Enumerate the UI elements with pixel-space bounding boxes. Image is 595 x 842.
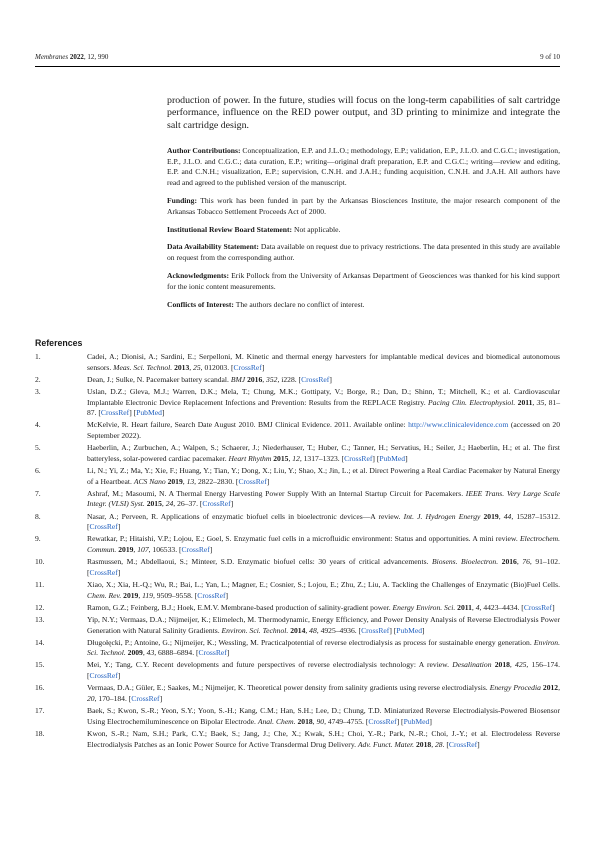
reference-text: ACS Nano: [133, 476, 166, 486]
reference-text: Ramon, G.Z.; Feinberg, B.J.; Hoek, E.M.V. Membrane-based production of salinity-gradient power.: [87, 602, 393, 612]
reference-item: [35, 580, 560, 601]
reference-text: 44: [503, 511, 512, 521]
reference-text: 2011: [457, 602, 472, 612]
crossref-link[interactable]: CrossRef: [361, 625, 390, 635]
reference-text: Anal. Chem.: [257, 716, 296, 726]
reference-text: , 6888–6894. [: [154, 648, 199, 658]
pubmed-link[interactable]: PubMed: [396, 625, 423, 635]
reference-text: ]: [552, 602, 555, 612]
reference-text: 2013: [174, 362, 190, 372]
reference-text: Rewatkar, P.; Hitaishi, V.P.; Lojou, E.; Goel, S. Enzymatic fuel cells in a microfluidic environment: Status and opportunities. A mini review.: [87, 534, 520, 544]
reference-item: [35, 557, 560, 578]
reference-text: , 81–87. [: [87, 397, 560, 418]
reference-text: 35: [536, 397, 545, 407]
reference-text: Int. J. Hydrogen Energy: [403, 511, 481, 521]
reference-text: ]: [209, 545, 213, 555]
statement-label: Institutional Review Board Statement:: [167, 224, 293, 234]
reference-text: 2016: [501, 557, 517, 567]
reference-text: ]: [117, 522, 121, 532]
reference-text: 48: [309, 625, 317, 635]
reference-text: ]: [225, 590, 229, 600]
statement-text: The authors declare no conflict of interest.: [233, 299, 365, 309]
crossref-link[interactable]: CrossRef: [100, 408, 130, 418]
journal-volume: , 12, 990: [83, 53, 109, 61]
reference-text: Rasmussen, M.; Abdellaoui, S.; Minteer, S.D. Enzymatic biofuel cells: 30 years of critical advancements.: [87, 557, 432, 567]
reference-text: 2016: [247, 374, 263, 384]
reference-number: 12.: [35, 602, 45, 612]
reference-text: 28: [434, 739, 443, 749]
crossref-link[interactable]: CrossRef: [238, 476, 267, 486]
reference-text: IEEE Trans. Very Large Scale Integr. (VLSI) Syst.: [87, 488, 560, 509]
reference-item: [35, 512, 560, 533]
crossref-link[interactable]: CrossRef: [523, 602, 553, 612]
reference-number: 7.: [35, 488, 41, 498]
pubmed-link[interactable]: PubMed: [379, 453, 406, 463]
reference-text: Environ. Sci. Technol.: [221, 625, 289, 635]
reference-number: 5.: [35, 443, 41, 453]
reference-text: ]: [329, 374, 332, 384]
running-header: [35, 53, 560, 65]
reference-text: 12: [292, 453, 300, 463]
reference-item: [35, 466, 560, 487]
url-link[interactable]: http://www.clinicalevidence.com: [408, 420, 509, 430]
crossref-link[interactable]: CrossRef: [448, 739, 478, 749]
journal-citation: [35, 53, 108, 61]
reference-text: 2011: [517, 397, 533, 407]
journal-year: 2022: [69, 53, 84, 61]
reference-text: ,: [262, 374, 267, 384]
reference-text: , 4423–4434. [: [479, 602, 524, 612]
reference-text: ]: [429, 716, 432, 726]
reference-text: , 26–37. [: [173, 499, 203, 509]
reference-text: ] [: [372, 453, 380, 463]
reference-text: , 91–102. [: [87, 557, 560, 577]
reference-text: BMJ: [230, 374, 246, 384]
statement-label: Author Contributions:: [167, 145, 241, 155]
reference-text: 2012: [542, 683, 559, 693]
reference-item: [35, 729, 560, 750]
reference-text: , 2822–2830. [: [194, 476, 239, 486]
reference-text: Meas. Sci. Technol.: [113, 362, 173, 372]
reference-number: 11.: [35, 579, 45, 589]
main-body: [167, 95, 560, 317]
reference-text: ,: [133, 545, 138, 555]
reference-number: 3.: [35, 386, 41, 396]
references-heading: References: [35, 338, 83, 348]
crossref-link[interactable]: CrossRef: [89, 522, 118, 532]
statement-label: Funding:: [167, 196, 197, 206]
reference-text: ]: [117, 567, 121, 577]
reference-text: 90: [316, 716, 325, 726]
reference-number: 15.: [35, 660, 45, 670]
reference-text: ] [: [389, 625, 397, 635]
reference-text: , i228. [: [277, 374, 302, 384]
page-number: 9 of 10: [540, 53, 560, 61]
reference-number: 6.: [35, 465, 41, 475]
reference-text: , 012003. [: [200, 362, 234, 372]
reference-text: Energy Procedia: [489, 683, 541, 693]
reference-number: 10.: [35, 557, 45, 567]
reference-text: ,: [305, 625, 310, 635]
reference-text: 107: [137, 545, 149, 555]
reference-text: ,: [161, 499, 166, 509]
reference-text: 2015: [273, 453, 289, 463]
reference-text: 2018: [416, 739, 432, 749]
reference-text: , 4925–4936. [: [316, 625, 362, 635]
reference-text: ,: [189, 362, 194, 372]
reference-text: 2015: [146, 499, 162, 509]
reference-text: 13: [186, 476, 195, 486]
reference-item: [35, 489, 560, 510]
statement-label: Conflicts of Interest:: [167, 299, 234, 309]
reference-text: 2019: [167, 476, 183, 486]
reference-text: 76: [522, 557, 530, 567]
reference-number: 16.: [35, 683, 45, 693]
reference-text: ]: [405, 453, 408, 463]
back-matter-statement: [167, 146, 560, 189]
back-matter-statement: [167, 271, 560, 293]
reference-text: Chem. Rev.: [87, 590, 122, 600]
reference-text: , 156–174. [: [87, 660, 561, 681]
reference-text: 2009: [127, 648, 143, 658]
reference-text: Cadei, A.; Dionisi, A.; Sardini, E.; Serpelloni, M. Kinetic and thermal energy harvesters for implantable medical devices and biomedical autonomous sensors.: [87, 352, 560, 372]
reference-text: Pacing Clin. Electrophysiol.: [428, 397, 516, 407]
reference-text: ]: [230, 499, 234, 509]
reference-number: 13.: [35, 614, 45, 624]
reference-text: Baek, S.; Kwon, S.-R.; Yeon, S.Y.; Yoon, S.-H.; Kang, C.M.; Han, S.H.; Lee, D.; Chung, T.D. Miniaturized Reverse Electrodialysis-Powered Biosensor Using Electrochemiluminescence on Bipolar Electrode.: [87, 706, 560, 726]
reference-text: 4: [475, 602, 480, 612]
reference-text: Biosens. Bioelectron.: [431, 557, 499, 567]
reference-text: 43: [146, 648, 155, 658]
statement-text: Data available on request due to privacy restrictions. The data presented in this study are available on request from the corresponding author.: [167, 242, 560, 263]
crossref-link[interactable]: CrossRef: [301, 374, 330, 384]
journal-name: Membranes: [35, 53, 69, 61]
reference-text: ,: [509, 660, 516, 670]
reference-text: ] [: [396, 716, 404, 726]
reference-text: 425: [515, 660, 527, 670]
reference-text: ]: [159, 693, 163, 703]
statement-text: Erik Pollock from the University of Arkansas Department of Geosciences was thanked for his kind support for the ionic content measurements.: [167, 271, 560, 291]
reference-text: Li, N.; Yi, Z.; Ma, Y.; Xie, F.; Huang, Y.; Tian, Y.; Dong, X.; Liu, Y.; Shao, X.; Jin, L.; et al. Direct Powering a Real Cardiac Pacemaker by Natural Energy of a Heartbeat.: [87, 465, 560, 486]
back-matter: [167, 146, 560, 311]
reference-item: [35, 603, 560, 614]
reference-text: 2018: [297, 716, 313, 726]
reference-text: ,: [431, 739, 435, 749]
header-rule: [35, 66, 560, 67]
reference-text: 2019: [483, 511, 499, 521]
crossref-link[interactable]: CrossRef: [89, 567, 118, 577]
back-matter-statement: [167, 300, 560, 311]
reference-number: 2.: [35, 374, 41, 384]
reference-text: Uslan, D.Z.; Gleva, M.J.; Warren, D.K.; Mela, T.; Chung, M.K.; Gottipaty, V.; Borge, R.; Dan, D.; Shinn, T.; Mitchell, K.; et al. Cardiovascular Implantable Electronic Device Replacement Infections and Prevention: Results from the REPLACE Registry.: [87, 386, 560, 407]
statement-text: Conceptualization, E.P. and J.L.O.; methodology, E.P.; validation, E.P., J.L.O. and C.G.C.; investigation, E.P., J.L.O. and C.G.C.; data curation, E.P.; writing—original draft preparation, E.P. and C.G.C.; writing—review and editing, E.P. and C.N.H.; visualization, E.P.; supervision, C.N.H. and J.A.H.; funding acquisition, C.N.H. and J.A.H. All authors have read and agreed to the published version of the manuscript.: [167, 145, 560, 188]
reference-text: Długołęcki, P.; Antoine, G.; Nijmeijer, K.; Wessling, M. Practicalpotential of reverse electrodialysis as process for sustainable energy generation.: [87, 637, 534, 647]
reference-item: [35, 615, 560, 636]
reference-text: , 4749–4755. [: [324, 716, 369, 726]
reference-text: ,: [471, 602, 476, 612]
reference-text: Environ. Sci. Technol.: [87, 637, 560, 658]
reference-text: , 15287–15312. [: [87, 511, 560, 532]
reference-text: ,: [182, 476, 187, 486]
reference-item: [35, 387, 560, 419]
reference-text: Ashraf, M.; Masoumi, N. A Thermal Energy Harvesting Power Supply With an Internal Startup Circuit for Pacemakers.: [87, 488, 466, 498]
pubmed-link[interactable]: PubMed: [136, 408, 162, 418]
reference-text: Haeberlin, A.; Zurbuchen, A.; Walpen, S.; Schaerer, J.; Niederhauser, T.; Huber, C.; Tanner, H.; Servatius, H.; Seiler, J.; Haeberlin, H.; et al. The first batteryless, solar-powered cardiac pacemaker.: [87, 443, 560, 463]
reference-item: [35, 443, 560, 464]
reference-text: 2019: [123, 590, 139, 600]
reference-text: , 9509–9558. [: [152, 590, 198, 600]
reference-text: Nasar, A.; Perveen, R. Applications of enzymatic biofuel cells in bioelectronic devices—A review.: [87, 511, 404, 521]
reference-text: ,: [312, 716, 317, 726]
reference-item: [35, 534, 560, 555]
reference-text: , 1317–1323. [: [299, 453, 345, 463]
reference-number: 18.: [35, 728, 45, 738]
crossref-link[interactable]: CrossRef: [181, 545, 210, 555]
reference-text: ]: [266, 476, 270, 486]
statement-text: Not applicable.: [292, 224, 341, 234]
reference-text: Mei, Y.; Tang, C.Y. Recent developments and future perspectives of reverse electrodialysis technology: A review.: [87, 660, 453, 670]
reference-number: 9.: [35, 534, 41, 544]
reference-text: ,: [138, 590, 143, 600]
reference-item: [35, 683, 560, 704]
statement-label: Data Availability Statement:: [167, 242, 259, 252]
reference-text: 24: [165, 499, 174, 509]
reference-item: [35, 352, 560, 373]
crossref-link[interactable]: CrossRef: [202, 499, 231, 509]
reference-text: , 106533. [: [148, 545, 182, 555]
crossref-link[interactable]: CrossRef: [344, 453, 373, 463]
reference-number: 8.: [35, 511, 41, 521]
reference-text: 2014: [290, 625, 306, 635]
reference-text: Xiao, X.; Xia, H.-Q.; Wu, R.; Bai, L.; Yan, L.; Magner, E.; Cosnier, S.; Lojou, E.; Zhu, Z.; Liu, A. Tackling the Challenges of Enzymatic (Bio)Fuel Cells.: [87, 579, 560, 589]
reference-text: ]: [226, 648, 230, 658]
back-matter-statement: [167, 196, 560, 218]
reference-text: , 170–184. [: [94, 693, 132, 703]
pubmed-link[interactable]: PubMed: [403, 716, 430, 726]
reference-text: McKelvie, R. Heart failure, Search Date August 2010. BMJ Clinical Evidence. 2011. Available online:: [87, 420, 409, 430]
reference-text: Vermaas, D.A.; Güler, E.; Saakes, M.; Nijmeijer, K. Theoretical power density from salinity gradients using reverse electrodialysis.: [87, 683, 490, 693]
reference-text: (accessed on 20 September 2022).: [87, 420, 560, 441]
reference-text: Heart Rhythm: [228, 453, 272, 463]
reference-text: . [: [442, 739, 449, 749]
reference-text: 2019: [118, 545, 134, 555]
reference-text: ]: [477, 739, 480, 749]
reference-number: 4.: [35, 420, 41, 430]
reference-text: Energy Environ. Sci.: [392, 602, 456, 612]
reference-text: 20: [87, 693, 95, 703]
reference-text: Electrochem. Commun.: [87, 534, 560, 555]
reference-number: 1.: [35, 352, 41, 361]
reference-text: ]: [422, 625, 425, 635]
back-matter-statement: [167, 225, 560, 236]
reference-text: ,: [288, 453, 293, 463]
reference-item: [35, 420, 560, 441]
reference-item: [35, 660, 560, 681]
reference-text: 2018: [494, 660, 510, 670]
reference-text: ] [: [129, 408, 137, 418]
reference-text: ,: [558, 683, 560, 693]
reference-number: 14.: [35, 637, 45, 647]
crossref-link[interactable]: CrossRef: [198, 648, 227, 658]
conclusion-paragraph: production of power. In the future, studies will focus on the long-term capabilities of salt cartridge performance, influence on the RED power output, and 3D printing to minimize and integrate the salt cartridge design.: [167, 95, 560, 131]
reference-text: ,: [498, 511, 504, 521]
crossref-link[interactable]: CrossRef: [131, 693, 160, 703]
reference-text: Kwon, S.-R.; Nam, S.H.; Park, C.Y.; Baek, S.; Jang, J.; Che, X.; Kwak, S.H.; Choi, Y.-R.; Park, N.-R.; Choi, J.-Y.; et al. Electrodeless Reverse Electrodialysis Patches as an Ionic Power Source for Active Transdermal Drug Delivery.: [87, 728, 560, 749]
reference-number: 17.: [35, 706, 45, 716]
statement-text: This work has been funded in part by the Arkansas Biosciences Institute, the major research component of the Arkansas Tobacco Settlement Proceeds Act of 2000.: [167, 196, 560, 216]
reference-item: [35, 706, 560, 727]
crossref-link[interactable]: CrossRef: [89, 671, 118, 681]
crossref-link[interactable]: CrossRef: [233, 362, 262, 372]
reference-text: Adv. Funct. Mater.: [357, 739, 415, 749]
reference-text: ]: [261, 362, 265, 372]
statement-label: Acknowledgments:: [167, 271, 230, 281]
reference-text: Dean, J.; Sulke, N. Pacemaker battery scandal.: [87, 374, 231, 384]
back-matter-statement: [167, 242, 560, 264]
reference-text: Desalination: [452, 660, 492, 670]
reference-text: 25: [193, 362, 201, 372]
reference-text: ,: [516, 557, 523, 567]
reference-text: 119: [142, 590, 153, 600]
reference-text: ]: [117, 671, 121, 681]
crossref-link[interactable]: CrossRef: [197, 590, 226, 600]
reference-item: [35, 375, 560, 386]
reference-text: 352: [266, 374, 278, 384]
reference-text: ]: [161, 408, 165, 418]
crossref-link[interactable]: CrossRef: [368, 716, 397, 726]
reference-text: ,: [142, 648, 147, 658]
reference-text: ,: [532, 397, 537, 407]
references-list: [35, 352, 560, 752]
reference-item: [35, 638, 560, 659]
reference-text: Yip, N.Y.; Vermaas, D.A.; Nijmeijer, K.; Elimelech, M. Thermodynamic, Energy Efficiency, and Power Density Analysis of Reverse Electrodialysis Power Generation with Natural Salinity Gradients.: [87, 614, 560, 635]
